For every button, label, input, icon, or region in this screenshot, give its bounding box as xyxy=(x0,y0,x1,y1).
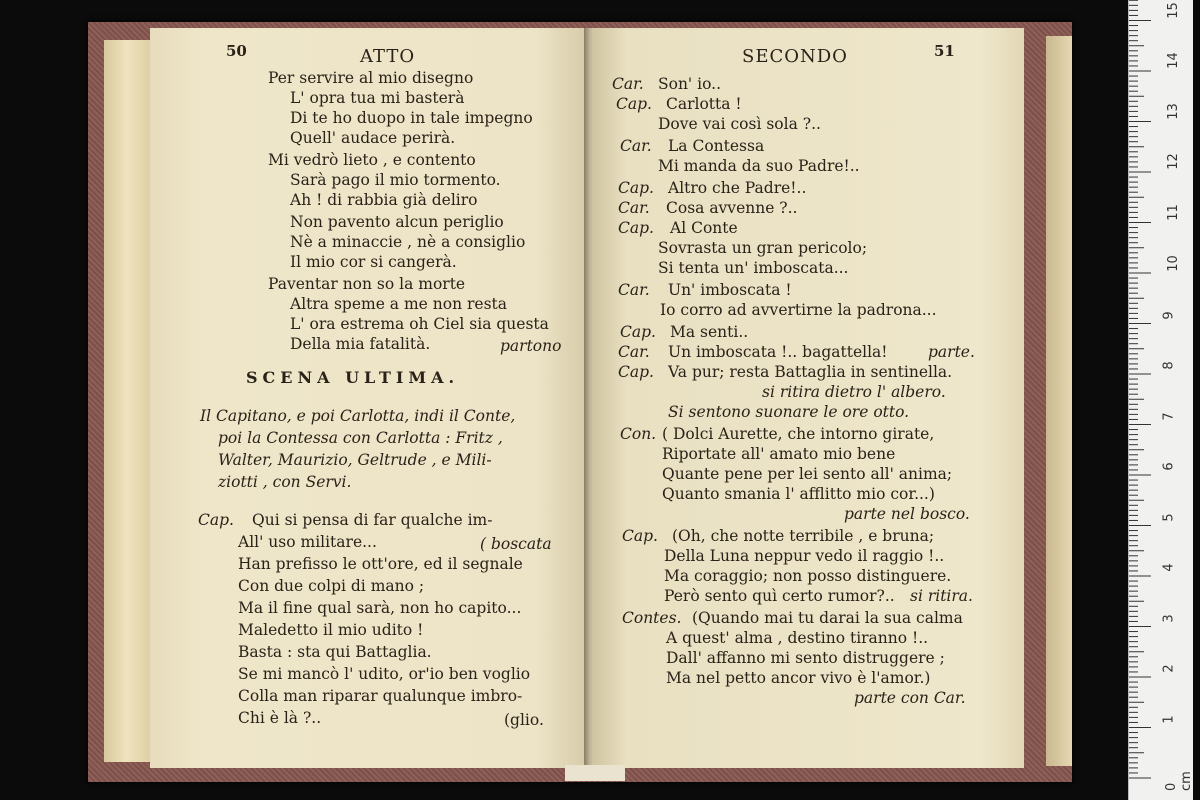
dialogue-line: Carlotta ! xyxy=(666,95,742,113)
dialogue-line: Sovrasta un gran pericolo; xyxy=(658,239,868,257)
dialogue-line: Al Conte xyxy=(670,219,738,237)
verse-line: Paventar non so la morte xyxy=(268,275,466,293)
stage-direction: parte. xyxy=(928,343,975,361)
speaker-label: Cap. xyxy=(616,95,652,113)
ruler-number: 4 xyxy=(1161,563,1177,572)
left-page-number: 50 xyxy=(226,42,247,60)
speaker-label: Con. xyxy=(620,425,657,443)
ruler-number: 1 xyxy=(1161,715,1177,724)
speaker-label: Car. xyxy=(618,281,650,299)
verse-line: L' opra tua mi basterà xyxy=(290,89,465,107)
verse-line: Di te ho duopo in tale impegno xyxy=(290,109,533,127)
ruler-unit-label: 0 cm xyxy=(1164,771,1194,791)
aria-line: A quest' alma , destino tiranno !.. xyxy=(666,629,929,647)
aria-line: Quante pene per lei sento all' anima; xyxy=(662,465,953,483)
ruler-number: 3 xyxy=(1161,614,1177,623)
verse-line: Ah ! di rabbia già deliro xyxy=(290,191,478,209)
speech-line: Se mi mancò l' udito, or'io ben voglio xyxy=(238,665,531,683)
verse-line: Quell' audace perirà. xyxy=(290,129,456,147)
verse-line: Altra speme a me non resta xyxy=(290,295,507,313)
cast-line: Walter, Maurizio, Geltrude , e Mili- xyxy=(218,451,492,469)
speaker-label: Cap. xyxy=(198,511,234,529)
speaker-label: Cap. xyxy=(618,179,654,197)
dialogue-line: Si tenta un' imboscata... xyxy=(658,259,849,277)
ruler-number: 2 xyxy=(1161,664,1177,673)
aria-line: (Quando mai tu darai la sua calma xyxy=(692,609,963,627)
dialogue-line: Un' imboscata ! xyxy=(668,281,792,299)
stage-direction: si ritira dietro l' albero. xyxy=(762,383,946,401)
ruler-number: 7 xyxy=(1161,412,1177,421)
aria-line: Ma coraggio; non posso distinguere. xyxy=(664,567,952,585)
verse-line: Sarà pago il mio tormento. xyxy=(290,171,501,189)
aria-line: Riportate all' amato mio bene xyxy=(662,445,896,463)
speaker-label: Car. xyxy=(612,75,644,93)
speech-line: Chi è là ?.. xyxy=(238,709,322,727)
stage-direction: parte nel bosco. xyxy=(844,505,970,523)
stage-direction: partono xyxy=(500,337,562,355)
speech-line: Colla man riparar qualunque imbro- xyxy=(238,687,523,705)
ruler-number: 12 xyxy=(1165,153,1181,170)
dialogue-line: Ma senti.. xyxy=(670,323,749,341)
speech-line: Qui si pensa di far qualche im- xyxy=(252,511,493,529)
ruler-number: 11 xyxy=(1165,204,1181,221)
left-page-header: ATTO xyxy=(360,46,416,67)
aria-line: Della Luna neppur vedo il raggio !.. xyxy=(664,547,945,565)
speech-line: (glio. xyxy=(504,711,544,729)
right-page xyxy=(592,28,1024,768)
speaker-label: Contes. xyxy=(622,609,682,627)
aria-line: Quanto smania l' afflitto mio cor...) xyxy=(662,485,935,503)
ruler-number: 13 xyxy=(1165,103,1181,120)
ruler-number: 6 xyxy=(1161,462,1177,471)
speaker-label: Cap. xyxy=(622,527,658,545)
scene-title: SCENA ULTIMA. xyxy=(246,368,460,387)
dialogue-line: Altro che Padre!.. xyxy=(668,179,807,197)
dialogue-line: Io corro ad avvertirne la padrona... xyxy=(660,301,937,319)
speech-line: Basta : sta qui Battaglia. xyxy=(238,643,432,661)
ruler-number: 9 xyxy=(1161,311,1177,320)
dialogue-line: Un imboscata !.. bagattella! xyxy=(668,343,888,361)
ruler-number: 10 xyxy=(1165,255,1181,272)
cast-line: Il Capitano, e poi Carlotta, indi il Conte, xyxy=(200,407,516,425)
speech-line: All' uso militare... xyxy=(238,533,377,551)
dialogue-line: Va pur; resta Battaglia in sentinella. xyxy=(668,363,953,381)
speech-line: Han prefisso le ott'ore, ed il segnale xyxy=(238,555,523,573)
verse-line: Nè a minaccie , nè a consiglio xyxy=(290,233,526,251)
speaker-label: Cap. xyxy=(620,323,656,341)
verse-line: Il mio cor si cangerà. xyxy=(290,253,457,271)
speaker-label: Cap. xyxy=(618,219,654,237)
cast-line: ziotti , con Servi. xyxy=(218,473,352,491)
aria-line: Però sento quì certo rumor?.. xyxy=(664,587,895,605)
speech-line: Con due colpi di mano ; xyxy=(238,577,425,595)
aria-line: Dall' affanno mi sento distruggere ; xyxy=(666,649,945,667)
speaker-label: Car. xyxy=(618,343,650,361)
verse-line: L' ora estrema oh Ciel sia questa xyxy=(290,315,549,333)
ruler-number: 15 xyxy=(1165,2,1181,19)
ruler-number: 5 xyxy=(1161,513,1177,522)
stage-direction: si ritira. xyxy=(910,587,973,605)
ruler-number: 14 xyxy=(1165,52,1181,69)
dialogue-line: Cosa avvenne ?.. xyxy=(666,199,798,217)
verse-line: Non pavento alcun periglio xyxy=(290,213,504,231)
dialogue-line: La Contessa xyxy=(668,137,765,155)
right-page-header: SECONDO xyxy=(742,46,848,67)
ruler-ticks xyxy=(1129,0,1193,800)
speech-line: Ma il fine qual sarà, non ho capito... xyxy=(238,599,522,617)
speech-line: Maledetto il mio udito ! xyxy=(238,621,424,639)
dialogue-line: Dove vai così sola ?.. xyxy=(658,115,821,133)
cast-line: poi la Contessa con Carlotta : Fritz , xyxy=(218,429,503,447)
aria-line: Ma nel petto ancor vivo è l'amor.) xyxy=(666,669,931,687)
speaker-label: Car. xyxy=(618,199,650,217)
aria-line: ( Dolci Aurette, che intorno girate, xyxy=(662,425,935,443)
dialogue-line: Mi manda da suo Padre!.. xyxy=(658,157,860,175)
ruler-number: 8 xyxy=(1161,361,1177,370)
verse-line: Per servire al mio disegno xyxy=(268,69,474,87)
aria-line: (Oh, che notte terribile , e bruna; xyxy=(672,527,935,545)
stage-direction: parte con Car. xyxy=(854,689,966,707)
measuring-ruler xyxy=(1128,0,1193,800)
page-edges-right xyxy=(1046,36,1072,766)
stage-direction: ( boscata xyxy=(480,535,552,553)
stage-direction: Si sentono suonare le ore otto. xyxy=(668,403,910,421)
spine-bottom xyxy=(565,765,625,781)
right-page-number: 51 xyxy=(934,42,955,60)
dialogue-line: Son' io.. xyxy=(658,75,721,93)
verse-line: Della mia fatalità. xyxy=(290,335,431,353)
speaker-label: Cap. xyxy=(618,363,654,381)
left-page xyxy=(150,28,588,768)
speaker-label: Car. xyxy=(620,137,652,155)
verse-line: Mi vedrò lieto , e contento xyxy=(268,151,476,169)
